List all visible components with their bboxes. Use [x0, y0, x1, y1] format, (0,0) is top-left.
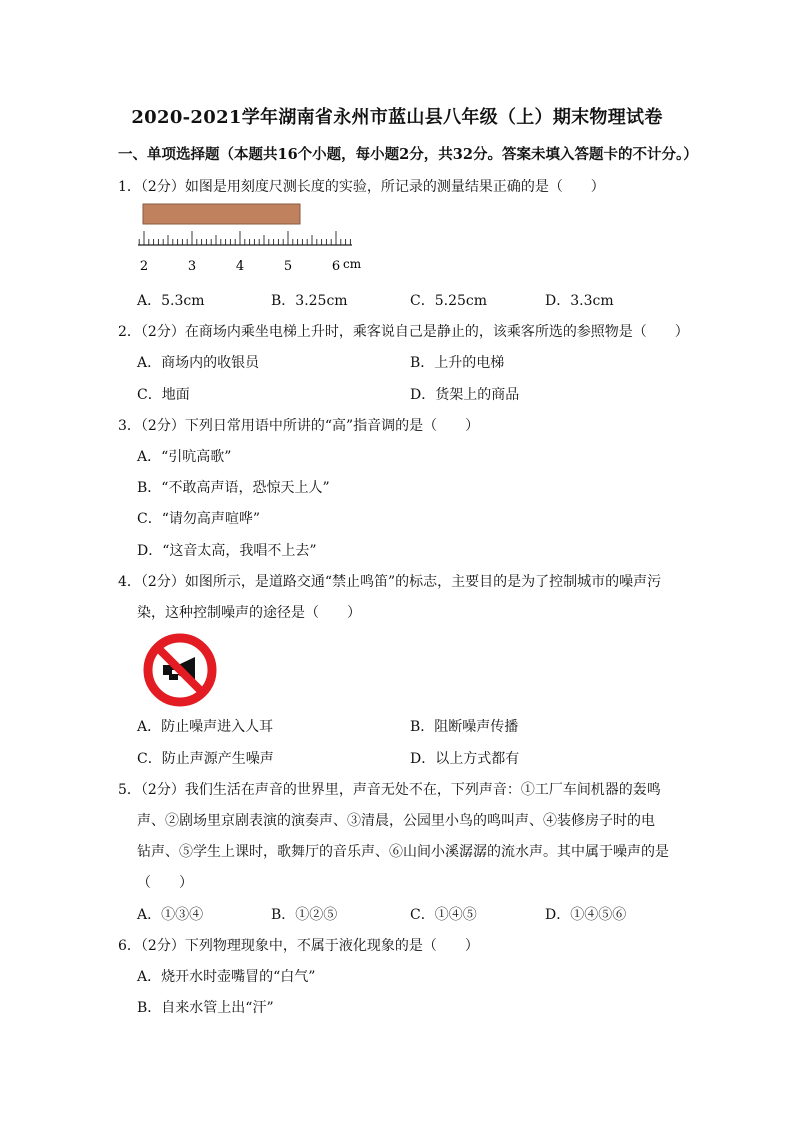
q2-option-a: A．商场内的收银员: [137, 355, 260, 371]
q1-option-d: D．3.3cm: [545, 293, 614, 309]
q5-option-d: D．①④⑤⑥: [545, 907, 627, 923]
q5-option-b: B．①②⑤: [271, 907, 338, 923]
question-5-stem-line-2: 声、②剧场里京剧表演的演奏声、③清晨，公园里小鸟的鸣叫声、④装修房子时的电: [137, 813, 655, 829]
measured-bar: [143, 204, 300, 224]
q2-option-c: C．地面: [137, 387, 190, 403]
ruler-unit: cm: [343, 257, 362, 271]
ruler-label-6: 6: [331, 259, 341, 274]
q1-option-c: C．5.25cm: [410, 293, 487, 309]
q6-option-b: B．自来水管上出“汗”: [137, 1000, 274, 1016]
q3-option-a: A．“引吭高歌”: [137, 449, 232, 465]
ruler-figure: [130, 197, 370, 277]
ruler-label-2: 2: [139, 259, 149, 274]
q3-option-c: C．“请勿高声喧哗”: [137, 511, 261, 527]
question-4-stem-line-2: 染，这种控制噪声的途径是（ ）: [137, 605, 361, 621]
question-2-stem: 2．（2分）在商场内乘坐电梯上升时，乘客说自己是静止的，该乘客所选的参照物是（ ）: [118, 324, 689, 340]
question-5-stem-line-1: 5．（2分）我们生活在声音的世界里，声音无处不在，下列声音：①工厂车间机器的轰鸣: [118, 782, 661, 798]
q2-option-b: B．上升的电梯: [410, 355, 505, 371]
ruler-label-5: 5: [283, 259, 293, 274]
question-5-stem-line-4: （ ）: [137, 875, 193, 891]
question-5-stem-line-3: 钻声、⑤学生上课时，歌舞厅的音乐声、⑥山间小溪潺潺的流水声。其中属于噪声的是: [137, 844, 669, 860]
ruler-label-3: 3: [187, 259, 197, 274]
q4-option-a: A．防止噪声进入人耳: [137, 719, 274, 735]
page-title: 2020-2021学年湖南省永州市蓝山县八年级（上）期末物理试卷: [131, 107, 663, 128]
q4-option-d: D．以上方式都有: [410, 751, 520, 767]
q1-option-a: A．5.3cm: [137, 293, 205, 309]
question-3-stem: 3．（2分）下列日常用语中所讲的“高”指音调的是（ ）: [118, 418, 480, 434]
q3-option-b: B．“不敢高声语，恐惊天上人”: [137, 480, 330, 496]
q4-option-b: B．阻断噪声传播: [410, 719, 519, 735]
question-1-stem: 1．（2分）如图是用刻度尺测长度的实验，所记录的测量结果正确的是（ ）: [118, 179, 605, 195]
q2-option-d: D．货架上的商品: [410, 387, 520, 403]
q3-option-d: D．“这音太高，我唱不上去”: [137, 543, 317, 559]
q6-option-a: A．烧开水时壶嘴冒的“白气”: [137, 969, 316, 985]
q5-option-c: C．①④⑤: [410, 907, 477, 923]
no-horn-icon: [142, 632, 218, 708]
q4-option-c: C．防止声源产生噪声: [137, 751, 274, 767]
q1-option-b: B．3.25cm: [271, 293, 348, 309]
question-6-stem: 6．（2分）下列物理现象中，不属于液化现象的是（ ）: [118, 938, 479, 954]
ruler-label-4: 4: [235, 259, 245, 274]
question-4-stem-line-1: 4．（2分）如图所示，是道路交通“禁止鸣笛”的标志，主要目的是为了控制城市的噪声污: [118, 574, 662, 590]
section-heading: 一、单项选择题（本题共16个小题，每小题2分，共32分。答案未填入答题卡的不计分。）: [118, 146, 698, 163]
ruler-ticks: [139, 231, 350, 245]
q5-option-a: A．①③④: [137, 907, 204, 923]
